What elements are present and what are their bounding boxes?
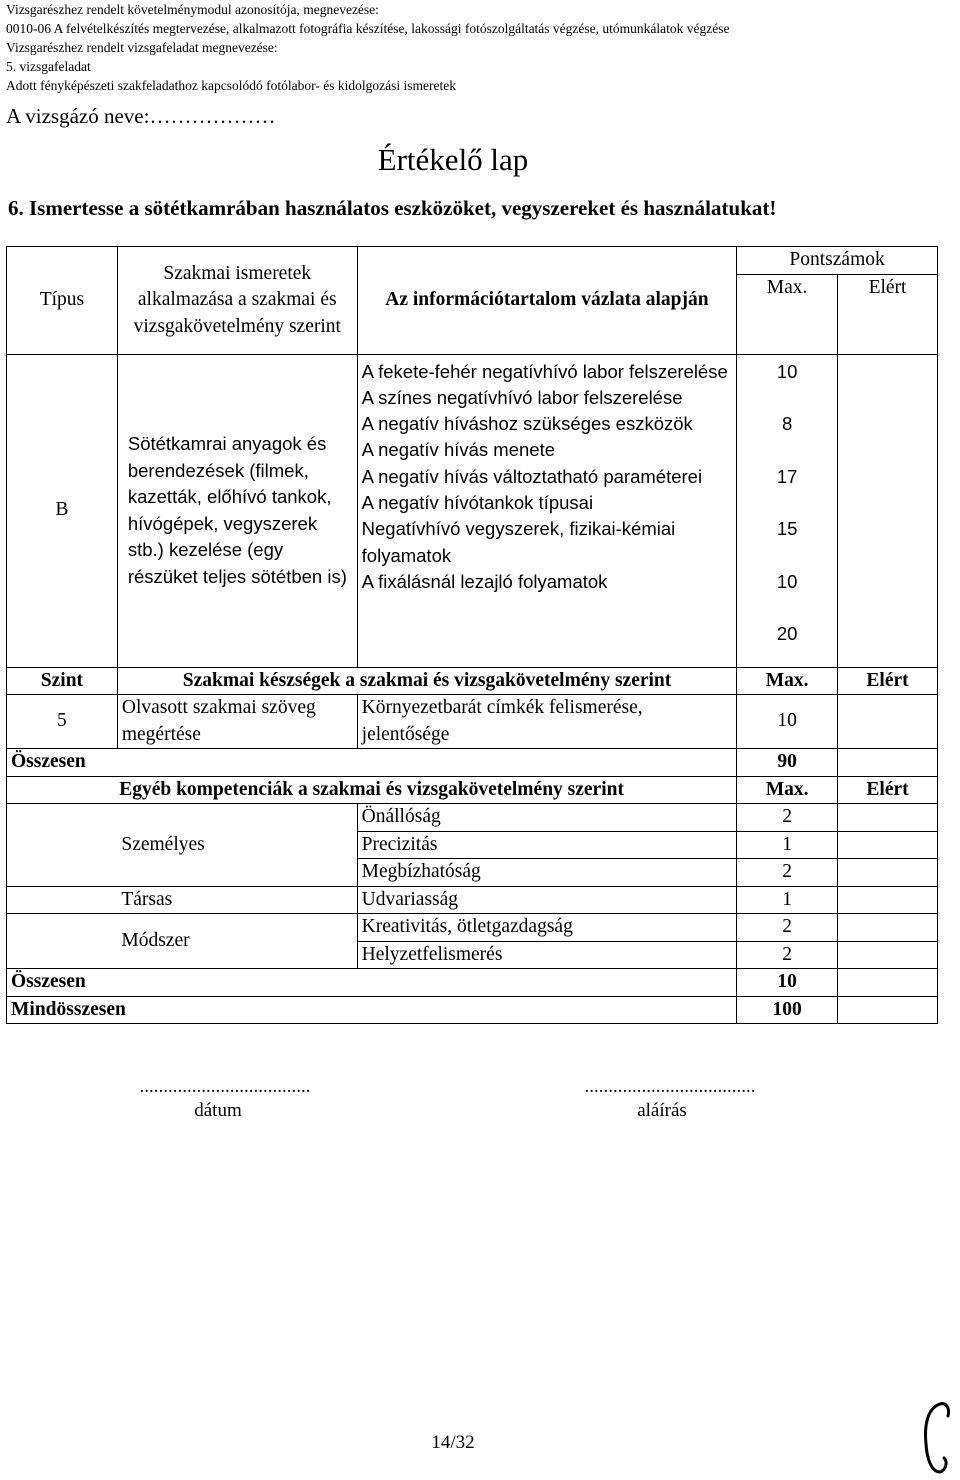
competency-max: 1 <box>737 886 838 914</box>
competency-max: 2 <box>737 804 838 832</box>
competency-max: 2 <box>737 941 838 969</box>
page-number: 14/32 <box>431 1432 475 1453</box>
competency-item: Önállóság <box>357 804 737 832</box>
competency-spacer <box>7 914 118 969</box>
skills-level-value: 5 <box>7 695 118 749</box>
competency-item: Helyzetfelismerés <box>357 941 737 969</box>
header-task-label: Vizsgarészhez rendelt vizsgafeladat megnevezése: <box>6 40 278 55</box>
type-value: B <box>7 354 118 667</box>
competency-max: 2 <box>737 914 838 942</box>
max-scores <box>737 354 838 667</box>
info-item: A negatív híváshoz szükséges eszközök <box>361 413 693 435</box>
subtotal-achieved <box>838 969 938 997</box>
max-header: Max. <box>737 274 838 354</box>
competency-item: Precizitás <box>357 831 737 859</box>
subtotal-achieved <box>838 749 938 777</box>
date-label: dátum <box>194 1100 242 1121</box>
subtotal-label: Összesen <box>7 969 737 997</box>
info-item: Negatívhívó vegyszerek, fizikai-kémiai folyamatok <box>361 518 676 566</box>
competency-achieved <box>838 804 938 832</box>
info-item: A negatív hívás változtatható paraméterei <box>361 465 703 487</box>
date-dots: .................................... <box>139 1076 311 1097</box>
skills-max-value: 10 <box>737 695 838 749</box>
subtotal-value: 10 <box>737 969 838 997</box>
info-item: A színes negatívhívó labor felszerelése <box>361 386 683 408</box>
competencies-header: Egyéb kompetenciák a szakmai és vizsgakövetelmény szerint <box>7 776 737 804</box>
question-text: 6. Ismertesse a sötétkamrában használatos eszközöket, vegyszereket és használatukat! <box>8 196 777 220</box>
competency-personal: Személyes <box>117 804 357 887</box>
header-task-number: 5. vizsgafeladat <box>6 59 91 74</box>
handwritten-mark-icon <box>918 1400 954 1476</box>
info-item: A fekete-fehér negatívhívó labor felszerelése <box>361 360 728 382</box>
skills-achieved-header: Elért <box>838 667 938 695</box>
skills-max-header: Max. <box>737 667 838 695</box>
signature-dots: .................................... <box>584 1076 756 1097</box>
competencies-achieved-header: Elért <box>838 776 938 804</box>
competency-achieved <box>838 941 938 969</box>
competency-spacer <box>7 804 118 887</box>
skills-achieved-value <box>838 695 938 749</box>
points-header: Pontszámok <box>737 247 938 275</box>
max-score: 15 <box>776 518 798 539</box>
info-header: Az információtartalom vázlata alapján <box>357 247 737 355</box>
grand-total-value: 100 <box>737 996 838 1024</box>
page-title: Értékelő lap <box>377 142 529 177</box>
type-header: Típus <box>7 247 118 355</box>
competency-spacer <box>7 886 118 914</box>
max-score: 10 <box>776 360 798 382</box>
subtotal-value: 90 <box>737 749 838 777</box>
topic-text: Sötétkamrai anyagok és berendezések (filmek, kazetták, előhívó tankok, hívógépek, vegyszerek stb.) kezelése (egy részüket teljes sötétben is) <box>117 354 357 667</box>
info-items <box>357 354 737 667</box>
grand-total-label: Mindösszesen <box>7 996 737 1024</box>
competency-max: 2 <box>737 859 838 887</box>
examinee-name-field: A vizsgázó neve:……………… <box>6 104 276 128</box>
competency-item: Kreativitás, ötletgazdagság <box>357 914 737 942</box>
header-task-title: Adott fényképészeti szakfeladathoz kapcsolódó fotólabor- és kidolgozási ismeretek <box>6 78 456 93</box>
competency-max: 1 <box>737 831 838 859</box>
header-module-label: Vizsgarészhez rendelt követelménymodul azonosítója, megnevezése: <box>6 2 379 17</box>
skills-level-header: Szint <box>7 667 118 695</box>
info-item: A fixálásnál lezajló folyamatok <box>361 570 608 592</box>
header-module-value: 0010-06 A felvételkészítés megtervezése, alkalmazott fotográfia készítése, lakossági fotószolgáltatás végzése, utómunkálatok végzése <box>6 21 730 36</box>
competency-achieved <box>838 886 938 914</box>
competency-item: Megbízhatóság <box>357 859 737 887</box>
max-score: 20 <box>776 623 798 644</box>
competency-achieved <box>838 859 938 887</box>
evaluation-table <box>6 246 938 1024</box>
skills-name: Olvasott szakmai szöveg megértése <box>117 695 357 749</box>
max-score: 10 <box>776 570 798 592</box>
competency-achieved <box>838 914 938 942</box>
subtotal-label: Összesen <box>7 749 737 777</box>
achieved-scores <box>838 354 938 667</box>
competencies-max-header: Max. <box>737 776 838 804</box>
competency-item: Udvariasság <box>357 886 737 914</box>
skills-header: Szakmai készségek a szakmai és vizsgakövetelmény szerint <box>117 667 736 695</box>
competency-method: Módszer <box>117 914 357 969</box>
competency-social: Társas <box>117 886 357 914</box>
signature-label: aláírás <box>637 1100 687 1121</box>
achieved-header: Elért <box>838 274 938 354</box>
skills-item: Környezetbarát címkék felismerése, jelentősége <box>357 695 737 749</box>
grand-total-achieved <box>838 996 938 1024</box>
max-score: 17 <box>776 465 798 487</box>
max-score: 8 <box>781 413 793 434</box>
info-item: A negatív hívás menete <box>361 439 556 461</box>
knowledge-header: Szakmai ismeretek alkalmazása a szakmai és vizsgakövetelmény szerint <box>117 247 357 355</box>
competency-achieved <box>838 831 938 859</box>
info-item: A negatív hívótankok típusai <box>361 491 594 513</box>
